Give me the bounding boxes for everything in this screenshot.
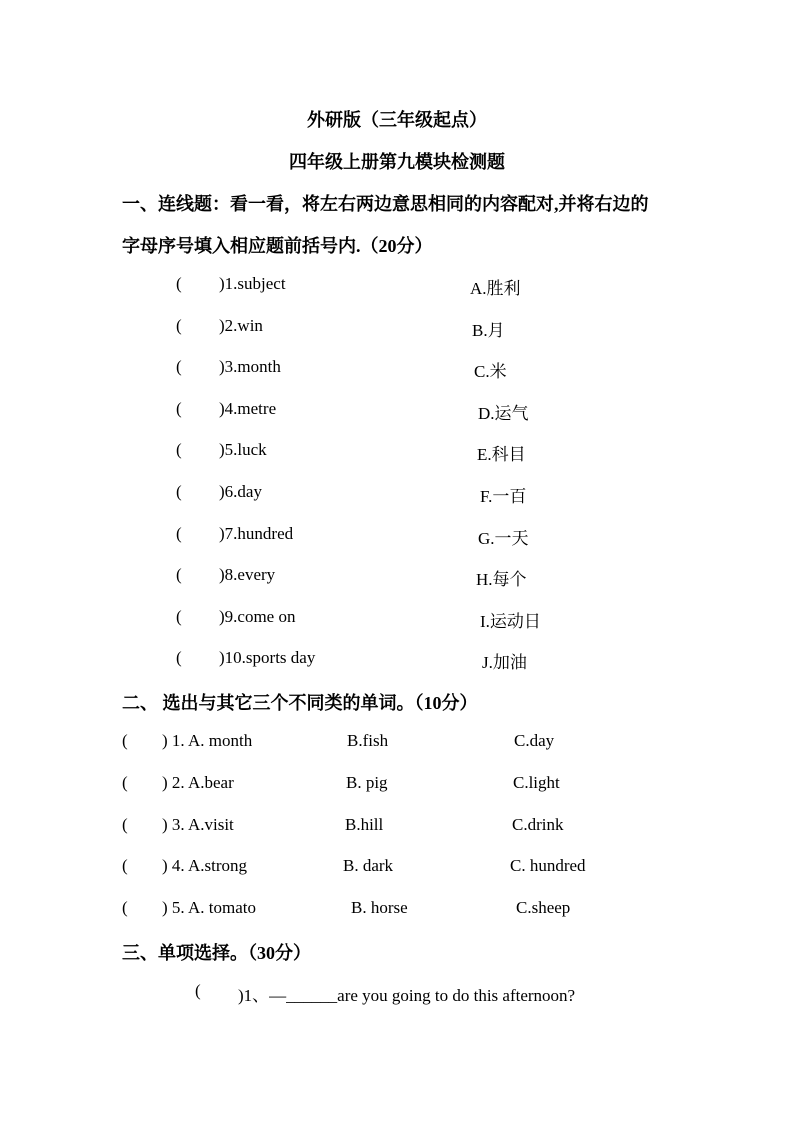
match-item-right: J.加油 (482, 653, 527, 672)
match-item-right: C.米 (474, 362, 507, 381)
odd-item-option-c: C.sheep (516, 898, 571, 917)
section2-heading: 二、 选出与其它三个不同类的单词。（10分） (122, 693, 478, 713)
match-item-left: )2.win (219, 316, 263, 335)
page-subtitle: 四年级上册第九模块检测题 (289, 152, 505, 172)
match-item-blank[interactable]: ( (176, 316, 182, 335)
match-item-right: F.一百 (480, 487, 527, 506)
match-item-right: A.胜利 (470, 279, 521, 298)
odd-item-blank[interactable]: ( (122, 815, 128, 834)
match-item-right: B.月 (472, 321, 505, 340)
match-item-blank[interactable]: ( (176, 482, 182, 501)
match-item-left: )1.subject (219, 274, 286, 293)
odd-item-option-b: B. dark (343, 856, 394, 875)
match-item-left: )6.day (219, 482, 262, 501)
odd-item-option-c: C.drink (512, 815, 564, 834)
odd-item-option-a: ) 1. A. month (162, 731, 253, 750)
odd-item-option-c: C.light (513, 773, 560, 792)
odd-item-option-b: B. horse (351, 898, 408, 917)
match-item-blank[interactable]: ( (176, 524, 182, 543)
match-item-right: G.一天 (478, 529, 529, 548)
match-item-left: )3.month (219, 357, 281, 376)
match-item-blank[interactable]: ( (176, 648, 182, 667)
page-title: 外研版（三年级起点） (307, 110, 487, 130)
odd-item-option-c: C.day (514, 731, 555, 750)
match-item-right: E.科目 (477, 445, 526, 464)
match-item-left: )4.metre (219, 399, 277, 418)
match-item-blank[interactable]: ( (176, 357, 182, 376)
match-item-right: H.每个 (476, 570, 527, 589)
odd-item-blank[interactable]: ( (122, 731, 128, 750)
odd-item-option-a: ) 3. A.visit (162, 815, 234, 834)
match-item-left: )9.come on (219, 607, 296, 626)
match-item-blank[interactable]: ( (176, 440, 182, 459)
match-item-left: )10.sports day (219, 648, 316, 667)
match-item-blank[interactable]: ( (176, 274, 182, 293)
question-text: )1、—______are you going to do this afternoon? (238, 986, 576, 1005)
odd-item-option-a: ) 2. A.bear (162, 773, 234, 792)
odd-item-blank[interactable]: ( (122, 773, 128, 792)
question-blank[interactable]: ( (195, 981, 201, 1000)
match-item-right: I.运动日 (480, 612, 541, 631)
odd-item-option-a: ) 5. A. tomato (162, 898, 256, 917)
odd-item-blank[interactable]: ( (122, 898, 128, 917)
odd-item-option-b: B.fish (347, 731, 389, 750)
match-item-left: )8.every (219, 565, 276, 584)
odd-item-option-c: C. hundred (510, 856, 586, 875)
odd-item-option-b: B. pig (346, 773, 388, 792)
section1-heading-line1: 一、连线题：看一看，将左右两边意思相同的内容配对,并将右边的 (122, 194, 649, 214)
section1-heading-line2: 字母序号填入相应题前括号内.（20分） (122, 236, 433, 256)
match-item-left: )7.hundred (219, 524, 294, 543)
section3-heading: 三、单项选择。（30分） (122, 943, 311, 963)
match-item-blank[interactable]: ( (176, 607, 182, 626)
match-item-left: )5.luck (219, 440, 267, 459)
match-item-blank[interactable]: ( (176, 565, 182, 584)
odd-item-blank[interactable]: ( (122, 856, 128, 875)
odd-item-option-a: ) 4. A.strong (162, 856, 247, 875)
odd-item-option-b: B.hill (345, 815, 384, 834)
match-item-blank[interactable]: ( (176, 399, 182, 418)
match-item-right: D.运气 (478, 404, 529, 423)
